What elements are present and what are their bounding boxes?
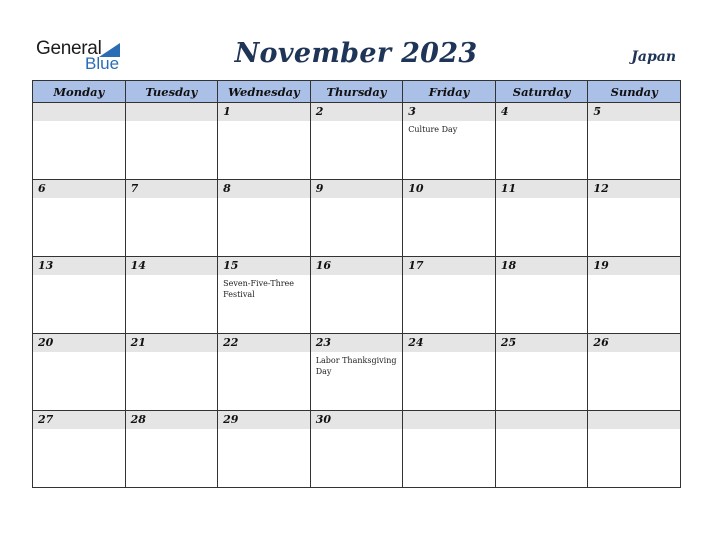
- day-number-band: [311, 334, 403, 352]
- day-cell: [311, 103, 404, 180]
- holiday-label: [218, 352, 310, 355]
- day-cell: [126, 103, 219, 180]
- calendar-weeks: [33, 103, 681, 488]
- day-cell: [218, 411, 311, 488]
- holiday-label: [126, 198, 218, 201]
- day-number: 19: [593, 259, 609, 272]
- weekday-header: Friday: [403, 81, 496, 103]
- day-number-band: [33, 257, 125, 275]
- calendar-title: November 2023: [234, 38, 478, 69]
- holiday-label: [588, 429, 680, 432]
- day-cell: [33, 103, 126, 180]
- day-cell: [311, 411, 404, 488]
- day-number-band: [311, 411, 403, 429]
- day-number: 26: [593, 336, 609, 349]
- holiday-label: [403, 198, 495, 201]
- day-number: 7: [130, 182, 139, 195]
- logo-text-general: General: [36, 38, 102, 59]
- day-cell: [126, 334, 219, 411]
- holiday-label: [126, 429, 218, 432]
- holiday-label: [33, 275, 125, 278]
- day-number-band: [403, 257, 495, 275]
- holiday-label: [588, 121, 680, 124]
- calendar-grid: [32, 80, 681, 488]
- day-cell: [403, 180, 496, 257]
- holiday-label: [588, 275, 680, 278]
- day-number-band: [218, 103, 310, 121]
- weekday-header-row: [33, 81, 681, 103]
- day-cell: [33, 411, 126, 488]
- day-number-band: [311, 180, 403, 198]
- holiday-label: [218, 429, 310, 432]
- day-number: 15: [223, 259, 239, 272]
- day-number: 23: [315, 336, 332, 349]
- day-number: 6: [38, 182, 46, 195]
- holiday-label: [311, 429, 403, 432]
- day-number-band: [496, 103, 588, 121]
- day-number: 5: [593, 105, 602, 118]
- holiday-label: [588, 198, 680, 201]
- holiday-label: [496, 275, 588, 278]
- day-cell: [496, 334, 589, 411]
- day-number: 17: [408, 259, 424, 272]
- day-number: 11: [500, 182, 517, 195]
- day-number: 28: [130, 413, 146, 426]
- weekday-header: Thursday: [311, 81, 404, 103]
- day-number-band: [496, 257, 588, 275]
- day-number-band: [403, 334, 495, 352]
- day-cell: [588, 103, 681, 180]
- day-number-band: [496, 180, 588, 198]
- holiday-label: [126, 121, 218, 124]
- day-cell: [496, 411, 589, 488]
- day-number: 12: [593, 182, 609, 195]
- day-number-band: [588, 334, 680, 352]
- day-number: 3: [408, 105, 416, 118]
- logo-text-blue: Blue: [85, 54, 120, 73]
- day-cell: [126, 257, 219, 334]
- holiday-label: [403, 429, 495, 432]
- day-number-band: [218, 334, 310, 352]
- week-row: [33, 180, 681, 257]
- day-number-band: [588, 411, 680, 429]
- day-number: 16: [315, 259, 332, 272]
- day-number: 9: [315, 182, 324, 195]
- holiday-label: Culture Day: [408, 125, 458, 134]
- day-number: 1: [223, 105, 231, 118]
- weekday-header: Monday: [33, 81, 126, 103]
- country-label: Japan: [631, 49, 676, 65]
- day-number-band: [218, 257, 310, 275]
- week-row: [33, 334, 681, 411]
- day-number-band: [33, 334, 125, 352]
- day-cell: [218, 103, 311, 180]
- day-number-band: [588, 180, 680, 198]
- day-number-band: [33, 411, 125, 429]
- day-number-band: [126, 257, 218, 275]
- day-number-band: [311, 257, 403, 275]
- holiday-label: [33, 121, 125, 124]
- holiday-label: [33, 429, 125, 432]
- weekday-header: Saturday: [496, 81, 589, 103]
- holiday-label: [218, 198, 310, 201]
- day-number-band: [588, 103, 680, 121]
- weekday-header: Tuesday: [126, 81, 219, 103]
- day-number-band: [496, 411, 588, 429]
- day-cell: [403, 257, 496, 334]
- holiday-label: [496, 198, 588, 201]
- day-number-band: [403, 103, 495, 121]
- holiday-label: [218, 121, 310, 124]
- day-number-band: [218, 180, 310, 198]
- day-cell: [588, 334, 681, 411]
- holiday-label: [496, 121, 588, 124]
- day-number-band: [403, 180, 495, 198]
- day-number: 22: [223, 336, 239, 349]
- day-number-band: [33, 180, 125, 198]
- holiday-label: Seven-Five-Three Festival: [223, 279, 295, 299]
- holiday-label: [126, 275, 218, 278]
- day-number: 13: [38, 259, 54, 272]
- day-number-band: [403, 411, 495, 429]
- day-cell: [403, 103, 496, 180]
- day-number-band: [496, 334, 588, 352]
- day-cell: [588, 411, 681, 488]
- holiday-label: [126, 352, 218, 355]
- day-number-band: [311, 103, 403, 121]
- day-number: 4: [500, 105, 509, 118]
- week-row: [33, 103, 681, 180]
- day-number: 21: [130, 336, 146, 349]
- holiday-label: [403, 352, 495, 355]
- day-cell: [33, 334, 126, 411]
- holiday-label: [311, 275, 403, 278]
- day-cell: [588, 257, 681, 334]
- day-cell: [496, 103, 589, 180]
- day-number-band: [126, 180, 218, 198]
- day-cell: [311, 334, 404, 411]
- day-cell: [311, 257, 404, 334]
- day-cell: [33, 257, 126, 334]
- day-number: 24: [408, 336, 424, 349]
- holiday-label: Labor Thanksgiving Day: [315, 356, 397, 376]
- day-cell: [126, 180, 219, 257]
- day-cell: [218, 334, 311, 411]
- day-cell: [311, 180, 404, 257]
- holiday-label: [496, 429, 588, 432]
- holiday-label: [496, 352, 588, 355]
- holiday-label: [403, 275, 495, 278]
- holiday-label: [33, 352, 125, 355]
- week-row: [33, 257, 681, 334]
- holiday-label: [311, 198, 403, 201]
- generalblue-logo: [36, 38, 136, 74]
- day-cell: [403, 334, 496, 411]
- day-cell: [33, 180, 126, 257]
- day-number: 30: [315, 413, 332, 426]
- day-cell: [496, 257, 589, 334]
- day-number-band: [126, 411, 218, 429]
- day-cell: [588, 180, 681, 257]
- day-number: 10: [408, 182, 424, 195]
- day-number-band: [33, 103, 125, 121]
- day-number: 14: [130, 259, 146, 272]
- day-number-band: [218, 411, 310, 429]
- day-cell: [126, 411, 219, 488]
- day-cell: [403, 411, 496, 488]
- weekday-header: Sunday: [588, 81, 681, 103]
- day-number: 18: [500, 259, 517, 272]
- week-row: [33, 411, 681, 488]
- day-number: 8: [223, 182, 231, 195]
- day-number: 25: [500, 336, 517, 349]
- day-cell: [218, 180, 311, 257]
- holiday-label: [33, 198, 125, 201]
- day-number: 20: [38, 336, 54, 349]
- day-number: 29: [223, 413, 239, 426]
- day-number-band: [126, 334, 218, 352]
- day-number-band: [126, 103, 218, 121]
- day-cell: [496, 180, 589, 257]
- day-number: 2: [315, 105, 324, 118]
- holiday-label: [588, 352, 680, 355]
- day-number-band: [588, 257, 680, 275]
- holiday-label: [311, 121, 403, 124]
- weekday-header: Wednesday: [218, 81, 311, 103]
- day-number: 27: [38, 413, 54, 426]
- day-cell: [218, 257, 311, 334]
